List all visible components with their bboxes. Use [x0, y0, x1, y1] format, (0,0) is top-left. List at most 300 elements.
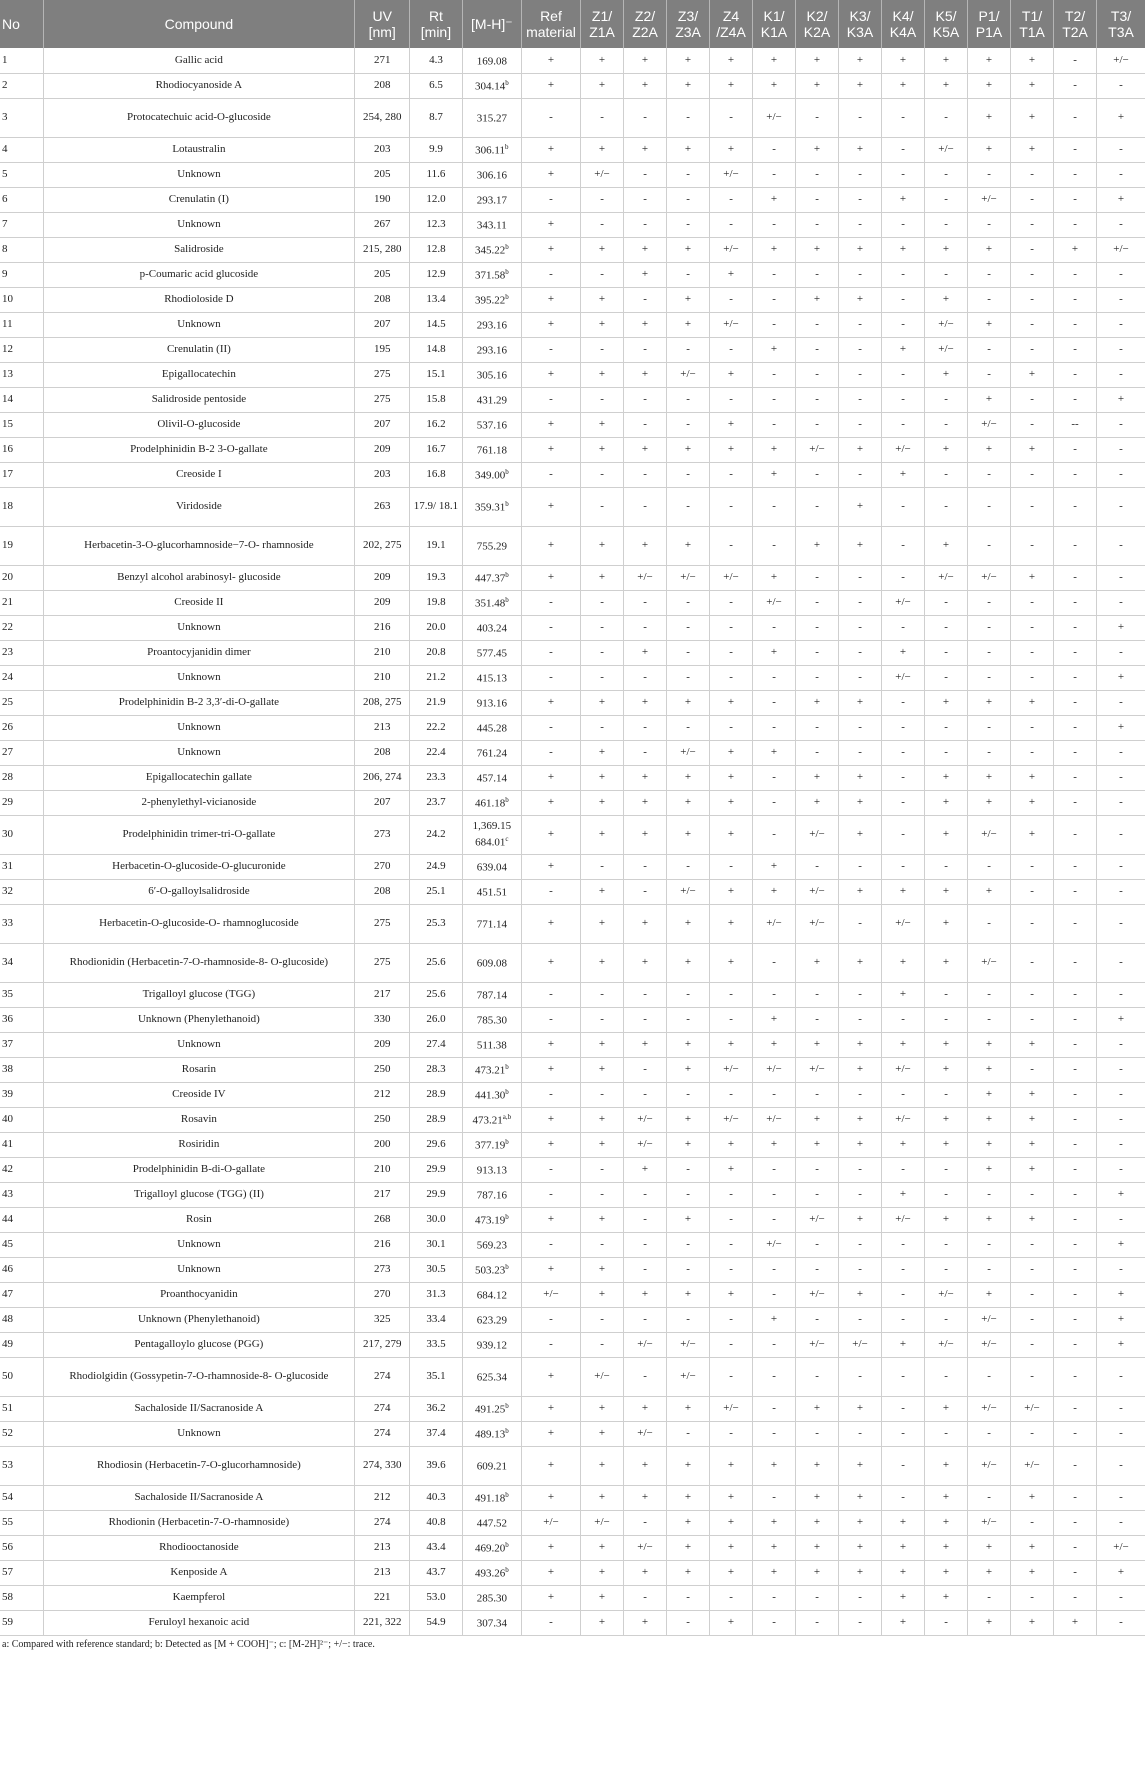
- table-cell: +: [839, 1485, 882, 1510]
- table-cell: +: [968, 98, 1011, 137]
- table-cell: -: [1011, 212, 1054, 237]
- table-cell: -: [796, 1007, 839, 1032]
- mass-value: 503.23: [474, 1264, 506, 1277]
- table-cell: -: [667, 487, 710, 526]
- table-cell: [462, 1207, 521, 1232]
- table-cell: [462, 1535, 521, 1560]
- table-cell: -: [753, 312, 796, 337]
- table-cell: +: [839, 1032, 882, 1057]
- table-cell: -: [1097, 1032, 1145, 1057]
- table-cell: 59: [0, 1610, 43, 1635]
- table-cell: 25.6: [410, 943, 463, 982]
- table-cell: -: [1011, 387, 1054, 412]
- table-cell: +: [1011, 1032, 1054, 1057]
- table-cell: -: [925, 1421, 968, 1446]
- table-cell: -: [1011, 1282, 1054, 1307]
- table-cell: +/−: [968, 565, 1011, 590]
- table-cell: -: [1097, 1610, 1145, 1635]
- table-cell: +/−: [968, 1510, 1011, 1535]
- table-cell: -: [839, 212, 882, 237]
- table-cell: -: [968, 162, 1011, 187]
- table-cell: +: [581, 412, 624, 437]
- table-cell: +: [968, 1032, 1011, 1057]
- table-cell: +/−: [925, 565, 968, 590]
- table-cell: 210: [355, 665, 410, 690]
- table-cell: +: [925, 1057, 968, 1082]
- mass-value: 623.29: [476, 1314, 507, 1327]
- table-cell: 49: [0, 1332, 43, 1357]
- table-cell: +/−: [581, 1510, 624, 1535]
- table-cell: 57: [0, 1560, 43, 1585]
- mass-value: 359.31: [474, 501, 506, 514]
- table-cell: +/−: [968, 1446, 1011, 1485]
- table-cell: -: [521, 982, 580, 1007]
- table-cell: -: [581, 1157, 624, 1182]
- table-cell: +: [521, 287, 580, 312]
- mass-value: 451.51: [476, 886, 507, 899]
- table-row: [0, 1560, 1145, 1585]
- table-cell: +: [581, 879, 624, 904]
- table-cell: +: [710, 1446, 753, 1485]
- table-cell: +/−: [581, 162, 624, 187]
- table-cell: -: [710, 665, 753, 690]
- table-cell: 271: [355, 48, 410, 73]
- table-cell: -: [1054, 640, 1097, 665]
- table-cell: +: [1011, 1485, 1054, 1510]
- table-cell: +/−: [925, 137, 968, 162]
- table-row: [0, 1585, 1145, 1610]
- table-cell: 210: [355, 640, 410, 665]
- table-cell: +: [925, 1585, 968, 1610]
- table-cell: +: [710, 790, 753, 815]
- table-cell: Trigalloyl glucose (TGG): [43, 982, 355, 1007]
- table-cell: +: [753, 1446, 796, 1485]
- table-cell: [462, 982, 521, 1007]
- mass-value: 537.16: [476, 419, 507, 432]
- table-cell: +: [581, 1560, 624, 1585]
- table-cell: -: [1011, 640, 1054, 665]
- table-cell: 52: [0, 1421, 43, 1446]
- table-cell: +: [796, 690, 839, 715]
- table-cell: +: [581, 1585, 624, 1610]
- table-cell: -: [1054, 665, 1097, 690]
- table-cell: +: [925, 904, 968, 943]
- table-cell: -: [968, 982, 1011, 1007]
- table-cell: +/−: [882, 1207, 925, 1232]
- table-cell: -: [667, 1082, 710, 1107]
- table-cell: 202, 275: [355, 526, 410, 565]
- table-cell: +: [667, 1282, 710, 1307]
- table-cell: +: [882, 462, 925, 487]
- table-cell: -: [667, 1257, 710, 1282]
- table-cell: -: [796, 1182, 839, 1207]
- table-cell: +: [968, 879, 1011, 904]
- table-cell: +: [1011, 98, 1054, 137]
- table-row: [0, 690, 1145, 715]
- column-header: P1/ P1A: [968, 0, 1011, 48]
- table-cell: -: [796, 982, 839, 1007]
- table-cell: 270: [355, 854, 410, 879]
- mass-value: 306.16: [476, 169, 507, 182]
- table-cell: -: [710, 1207, 753, 1232]
- table-cell: +: [968, 1082, 1011, 1107]
- table-cell: -: [667, 982, 710, 1007]
- table-cell: +/−: [925, 1282, 968, 1307]
- table-cell: +: [667, 1132, 710, 1157]
- table-cell: 33: [0, 904, 43, 943]
- table-cell: +: [667, 1510, 710, 1535]
- table-cell: +/−: [753, 98, 796, 137]
- table-cell: 43: [0, 1182, 43, 1207]
- table-cell: +: [521, 1257, 580, 1282]
- table-cell: 10: [0, 287, 43, 312]
- table-cell: Salidroside pentoside: [43, 387, 355, 412]
- table-cell: -: [925, 162, 968, 187]
- table-cell: -: [1011, 982, 1054, 1007]
- table-cell: +: [1011, 1560, 1054, 1585]
- table-cell: -: [882, 262, 925, 287]
- table-cell: +: [968, 437, 1011, 462]
- table-cell: +: [521, 1132, 580, 1157]
- table-cell: -: [882, 137, 925, 162]
- table-cell: -: [1011, 1182, 1054, 1207]
- table-cell: +: [521, 237, 580, 262]
- table-cell: -: [968, 904, 1011, 943]
- table-cell: 39: [0, 1082, 43, 1107]
- table-cell: -: [1054, 1082, 1097, 1107]
- table-row: [0, 1421, 1145, 1446]
- table-cell: -: [1011, 1332, 1054, 1357]
- table-cell: -: [968, 287, 1011, 312]
- table-cell: -: [710, 590, 753, 615]
- table-cell: -: [624, 487, 667, 526]
- table-cell: [462, 640, 521, 665]
- table-cell: Rhodiooctanoside: [43, 1535, 355, 1560]
- table-row: [0, 48, 1145, 73]
- table-cell: +: [925, 73, 968, 98]
- table-cell: Rosin: [43, 1207, 355, 1232]
- table-cell: 16.8: [410, 462, 463, 487]
- table-cell: +: [710, 1157, 753, 1182]
- table-cell: 267: [355, 212, 410, 237]
- table-cell: +: [521, 815, 580, 854]
- table-cell: +: [925, 1132, 968, 1157]
- table-cell: 207: [355, 412, 410, 437]
- table-cell: -: [581, 212, 624, 237]
- mass-value: 431.29: [476, 394, 507, 407]
- table-cell: -: [882, 854, 925, 879]
- column-header: K4/ K4A: [882, 0, 925, 48]
- table-cell: +: [925, 1396, 968, 1421]
- table-cell: -: [581, 1307, 624, 1332]
- table-cell: -: [1054, 162, 1097, 187]
- table-cell: 24.9: [410, 854, 463, 879]
- table-cell: +/−: [1097, 237, 1145, 262]
- table-cell: -: [968, 487, 1011, 526]
- table-cell: -: [882, 565, 925, 590]
- table-cell: [462, 1182, 521, 1207]
- table-cell: -: [581, 715, 624, 740]
- table-cell: -: [839, 1157, 882, 1182]
- table-cell: +: [753, 1535, 796, 1560]
- table-cell: +: [521, 1032, 580, 1057]
- table-row: [0, 904, 1145, 943]
- table-cell: +: [753, 879, 796, 904]
- table-row: [0, 526, 1145, 565]
- table-cell: -: [882, 526, 925, 565]
- table-cell: +: [521, 765, 580, 790]
- table-cell: +: [1097, 1007, 1145, 1032]
- table-cell: [462, 1560, 521, 1585]
- table-cell: -: [1097, 1207, 1145, 1232]
- mass-value: 457.14: [476, 772, 507, 785]
- table-cell: -: [1097, 982, 1145, 1007]
- table-cell: Rosavin: [43, 1107, 355, 1132]
- mass-value: 285.30: [476, 1592, 507, 1605]
- table-cell: 41: [0, 1132, 43, 1157]
- table-cell: -: [925, 1610, 968, 1635]
- table-cell: -: [521, 1610, 580, 1635]
- table-cell: +: [521, 137, 580, 162]
- table-cell: [462, 1485, 521, 1510]
- table-cell: +/−: [521, 1282, 580, 1307]
- table-cell: -: [1097, 262, 1145, 287]
- table-cell: -: [624, 212, 667, 237]
- table-cell: 36.2: [410, 1396, 463, 1421]
- table-cell: +: [839, 690, 882, 715]
- table-row: [0, 982, 1145, 1007]
- table-cell: Rhodiosin (Herbacetin-7-O-glucorhamnoside): [43, 1446, 355, 1485]
- table-cell: -: [710, 1082, 753, 1107]
- table-cell: +: [521, 565, 580, 590]
- table-cell: -: [581, 262, 624, 287]
- table-cell: -: [710, 1232, 753, 1257]
- mass-note: b: [505, 1566, 509, 1575]
- table-row: [0, 1610, 1145, 1635]
- table-cell: +/−: [753, 1107, 796, 1132]
- mass-value: 371.58: [474, 269, 506, 282]
- table-cell: -: [839, 982, 882, 1007]
- table-cell: +: [753, 187, 796, 212]
- table-cell: -: [581, 854, 624, 879]
- table-cell: 44: [0, 1207, 43, 1232]
- mass-value: 377.19: [474, 1139, 506, 1152]
- table-row: [0, 1332, 1145, 1357]
- table-cell: +/−: [753, 1232, 796, 1257]
- mass-value: 293.17: [476, 194, 507, 207]
- table-cell: -: [882, 1157, 925, 1182]
- table-cell: +: [968, 312, 1011, 337]
- table-cell: -: [796, 1585, 839, 1610]
- table-cell: +: [925, 526, 968, 565]
- table-cell: +: [624, 1282, 667, 1307]
- table-cell: +: [796, 1535, 839, 1560]
- table-cell: 5: [0, 162, 43, 187]
- table-cell: +: [710, 437, 753, 462]
- table-cell: -: [1054, 790, 1097, 815]
- mass-value: 447.37: [474, 572, 506, 585]
- table-cell: +: [882, 1510, 925, 1535]
- table-cell: +: [667, 287, 710, 312]
- table-cell: -: [667, 1157, 710, 1182]
- table-cell: -: [581, 187, 624, 212]
- table-cell: [462, 815, 521, 854]
- table-row: [0, 362, 1145, 387]
- table-cell: [462, 1132, 521, 1157]
- table-cell: +: [968, 765, 1011, 790]
- mass-value: 785.30: [476, 1014, 507, 1027]
- table-cell: Unknown: [43, 615, 355, 640]
- mass-value: 755.29: [476, 540, 507, 553]
- table-cell: +: [624, 48, 667, 73]
- table-cell: -: [1097, 690, 1145, 715]
- table-cell: +: [667, 1535, 710, 1560]
- table-cell: +: [521, 1421, 580, 1446]
- table-cell: 47: [0, 1282, 43, 1307]
- table-cell: +: [968, 790, 1011, 815]
- table-cell: -: [1011, 1257, 1054, 1282]
- table-cell: 42: [0, 1157, 43, 1182]
- table-cell: +/−: [968, 943, 1011, 982]
- table-cell: +: [667, 48, 710, 73]
- table-cell: 275: [355, 387, 410, 412]
- table-cell: +: [839, 943, 882, 982]
- table-cell: +: [1097, 1332, 1145, 1357]
- table-cell: +: [667, 904, 710, 943]
- table-cell: +: [1011, 1207, 1054, 1232]
- table-cell: +: [581, 1107, 624, 1132]
- table-row: [0, 1182, 1145, 1207]
- table-cell: -: [581, 1332, 624, 1357]
- table-row: [0, 1057, 1145, 1082]
- table-cell: -: [1097, 162, 1145, 187]
- table-cell: -: [1097, 337, 1145, 362]
- table-cell: -: [581, 590, 624, 615]
- table-cell: -: [839, 1421, 882, 1446]
- table-cell: -: [925, 1157, 968, 1182]
- table-cell: 23: [0, 640, 43, 665]
- table-cell: +: [968, 1610, 1011, 1635]
- table-cell: -: [925, 462, 968, 487]
- table-cell: -: [968, 590, 1011, 615]
- table-cell: 4.3: [410, 48, 463, 73]
- table-cell: 274: [355, 1396, 410, 1421]
- table-cell: +: [1097, 665, 1145, 690]
- table-cell: 208: [355, 740, 410, 765]
- table-cell: -: [968, 1485, 1011, 1510]
- table-cell: 6: [0, 187, 43, 212]
- table-cell: -: [925, 1182, 968, 1207]
- table-cell: -: [882, 1446, 925, 1485]
- table-cell: -: [968, 1421, 1011, 1446]
- table-cell: +/−: [710, 1057, 753, 1082]
- table-cell: -: [710, 1421, 753, 1446]
- mass-value: 787.16: [476, 1189, 507, 1202]
- mass-value: 473.21: [474, 1064, 506, 1077]
- table-cell: 30.1: [410, 1232, 463, 1257]
- column-header: Compound: [43, 0, 355, 48]
- table-cell: -: [1011, 1007, 1054, 1032]
- mass-note: b: [505, 468, 509, 477]
- table-cell: Epigallocatechin gallate: [43, 765, 355, 790]
- table-cell: -: [925, 262, 968, 287]
- table-cell: -: [581, 98, 624, 137]
- table-row: [0, 337, 1145, 362]
- table-cell: -: [1011, 462, 1054, 487]
- table-cell: -: [1054, 982, 1097, 1007]
- table-row: [0, 287, 1145, 312]
- table-cell: +: [796, 1446, 839, 1485]
- table-cell: +: [839, 1396, 882, 1421]
- table-cell: -: [968, 1232, 1011, 1257]
- table-cell: +: [839, 1510, 882, 1535]
- table-cell: +: [882, 237, 925, 262]
- table-cell: +: [796, 1510, 839, 1535]
- table-cell: +: [1011, 1132, 1054, 1157]
- table-cell: +: [796, 237, 839, 262]
- table-cell: +: [1097, 1282, 1145, 1307]
- table-cell: +: [624, 312, 667, 337]
- table-cell: -: [839, 262, 882, 287]
- table-cell: -: [581, 337, 624, 362]
- table-cell: +: [839, 1057, 882, 1082]
- table-cell: 27.4: [410, 1032, 463, 1057]
- table-cell: -: [796, 854, 839, 879]
- table-cell: -: [667, 337, 710, 362]
- table-cell: Feruloyl hexanoic acid: [43, 1610, 355, 1635]
- table-cell: +: [1097, 1560, 1145, 1585]
- table-cell: 43.7: [410, 1560, 463, 1585]
- table-cell: +: [581, 1485, 624, 1510]
- table-cell: +: [521, 1585, 580, 1610]
- mass-value: 351.48: [474, 597, 506, 610]
- table-cell: 8.7: [410, 98, 463, 137]
- table-row: [0, 615, 1145, 640]
- table-cell: +/−: [968, 187, 1011, 212]
- mass-value: 639.04: [476, 861, 507, 874]
- table-cell: +/−: [1011, 1396, 1054, 1421]
- table-cell: -: [1054, 1282, 1097, 1307]
- table-cell: -: [796, 462, 839, 487]
- mass-value: 493.26: [474, 1567, 506, 1580]
- table-cell: +: [521, 48, 580, 73]
- mass-value: 349.00: [474, 469, 506, 482]
- table-cell: -: [710, 1257, 753, 1282]
- table-cell: +: [521, 162, 580, 187]
- table-cell: -: [925, 212, 968, 237]
- table-cell: 2-phenylethyl-vicianoside: [43, 790, 355, 815]
- mass-value: 395.22: [474, 294, 506, 307]
- table-cell: +: [521, 943, 580, 982]
- table-cell: -: [882, 412, 925, 437]
- mass-value: 169.08: [476, 55, 507, 68]
- table-cell: -: [925, 1082, 968, 1107]
- table-cell: +: [624, 73, 667, 98]
- table-cell: [462, 526, 521, 565]
- table-cell: [462, 879, 521, 904]
- table-cell: +/−: [1097, 1535, 1145, 1560]
- table-cell: -: [796, 187, 839, 212]
- table-cell: +: [925, 1032, 968, 1057]
- table-cell: +/−: [624, 1421, 667, 1446]
- table-cell: 213: [355, 1560, 410, 1585]
- table-cell: [462, 137, 521, 162]
- table-cell: --: [1054, 412, 1097, 437]
- table-row: [0, 879, 1145, 904]
- table-cell: -: [1054, 337, 1097, 362]
- mass-note: b: [505, 1541, 509, 1550]
- table-cell: +: [667, 943, 710, 982]
